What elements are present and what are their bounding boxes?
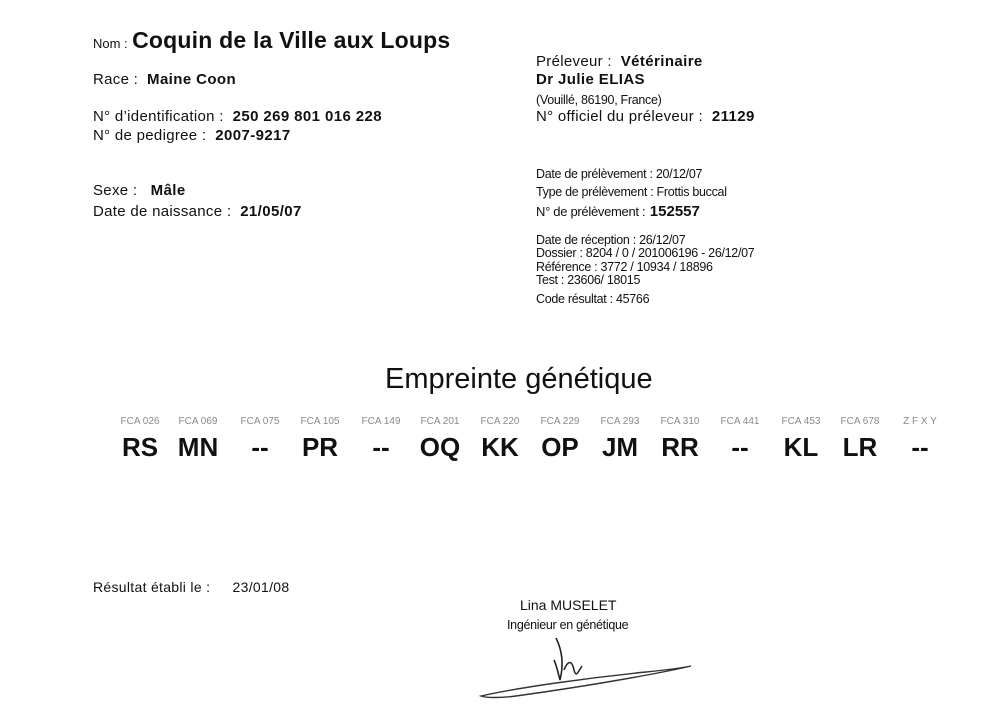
sexe-label: Sexe : <box>93 182 138 199</box>
nom-value: Coquin de la Ville aux Loups <box>132 27 451 53</box>
nom-label: Nom : <box>93 36 128 51</box>
marker-label: FCA 026 <box>120 416 160 427</box>
allele-value: OP <box>541 432 579 462</box>
allele-value: RS <box>121 432 159 462</box>
allele-value: LR <box>842 432 878 462</box>
sexe-row <box>93 182 186 200</box>
allele-value: JM <box>601 432 639 462</box>
prelevement-numero-row <box>536 203 700 221</box>
marker-label: FCA 149 <box>361 416 401 427</box>
race-label: Race : <box>93 71 139 88</box>
allele-value: -- <box>911 432 929 462</box>
identification-label: N° d’identification : <box>93 108 224 125</box>
preleveur-address: (Vouillé, 86190, France) <box>536 93 662 107</box>
signataire-fonction: Ingénieur en génétique <box>507 618 629 632</box>
naissance-value: 21/05/07 <box>240 203 302 220</box>
preleveur-officiel-row <box>536 108 755 126</box>
marker-label: FCA 441 <box>720 416 760 427</box>
prelevement-numero-label: N° de prélèvement : <box>536 204 646 219</box>
resultat-row <box>93 579 289 597</box>
marker-label: FCA 678 <box>840 416 880 427</box>
marker-label: Z F X Y <box>903 416 937 427</box>
marker-label: FCA 220 <box>480 416 520 427</box>
allele-value: MN <box>177 432 219 462</box>
race-row <box>93 71 236 89</box>
allele-value: RR <box>661 432 699 462</box>
prelevement-code: Code résultat : 45766 <box>536 292 650 306</box>
prelevement-date: Date de prélèvement : 20/12/07 <box>536 167 703 181</box>
pedigree-label: N° de pedigree : <box>93 127 207 144</box>
marker-label: FCA 069 <box>178 416 218 427</box>
preleveur-label: Préleveur : <box>536 53 612 70</box>
allele-value: -- <box>372 432 390 462</box>
prelevement-reference: Référence : 3772 / 10934 / 18896 <box>536 260 713 274</box>
prelevement-type: Type de prélèvement : Frottis buccal <box>536 185 727 199</box>
pedigree-value: 2007-9217 <box>215 127 291 144</box>
resultat-date: 23/01/08 <box>232 579 290 595</box>
naissance-label: Date de naissance : <box>93 203 232 220</box>
marker-label: FCA 105 <box>300 416 340 427</box>
identification-value: 250 269 801 016 228 <box>232 108 382 125</box>
preleveur-row <box>536 53 703 71</box>
marker-label: FCA 201 <box>420 416 460 427</box>
resultat-label: Résultat établi le : <box>93 579 211 595</box>
allele-value: -- <box>251 432 269 462</box>
prelevement-dossier: Dossier : 8204 / 0 / 201006196 - 26/12/07 <box>536 246 755 260</box>
race-value: Maine Coon <box>147 71 237 88</box>
marker-label: FCA 310 <box>660 416 700 427</box>
allele-value: OQ <box>419 432 461 462</box>
identification-row <box>93 108 382 126</box>
allele-value: PR <box>301 432 339 462</box>
preleveur-officiel-label: N° officiel du préleveur : <box>536 108 703 125</box>
naissance-row <box>93 203 302 221</box>
preleveur-officiel-value: 21129 <box>711 108 755 125</box>
preleveur-type: Vétérinaire <box>620 53 703 70</box>
prelevement-reception: Date de réception : 26/12/07 <box>536 233 686 247</box>
prelevement-test: Test : 23606/ 18015 <box>536 273 641 287</box>
signataire-name: Lina MUSELET <box>520 597 617 613</box>
nom-row <box>93 27 450 54</box>
prelevement-numero-value: 152557 <box>649 203 700 220</box>
pedigree-row <box>93 127 291 145</box>
allele-value: KK <box>481 432 519 462</box>
empreinte-title: Empreinte génétique <box>385 363 653 395</box>
signature <box>476 630 706 705</box>
marker-label: FCA 293 <box>600 416 640 427</box>
preleveur-name: Dr Julie ELIAS <box>536 71 645 88</box>
allele-value: -- <box>731 432 749 462</box>
sexe-value: Mâle <box>150 182 186 199</box>
marker-label: FCA 229 <box>540 416 580 427</box>
allele-value: KL <box>783 432 819 462</box>
marker-label: FCA 453 <box>781 416 821 427</box>
marker-label: FCA 075 <box>240 416 280 427</box>
